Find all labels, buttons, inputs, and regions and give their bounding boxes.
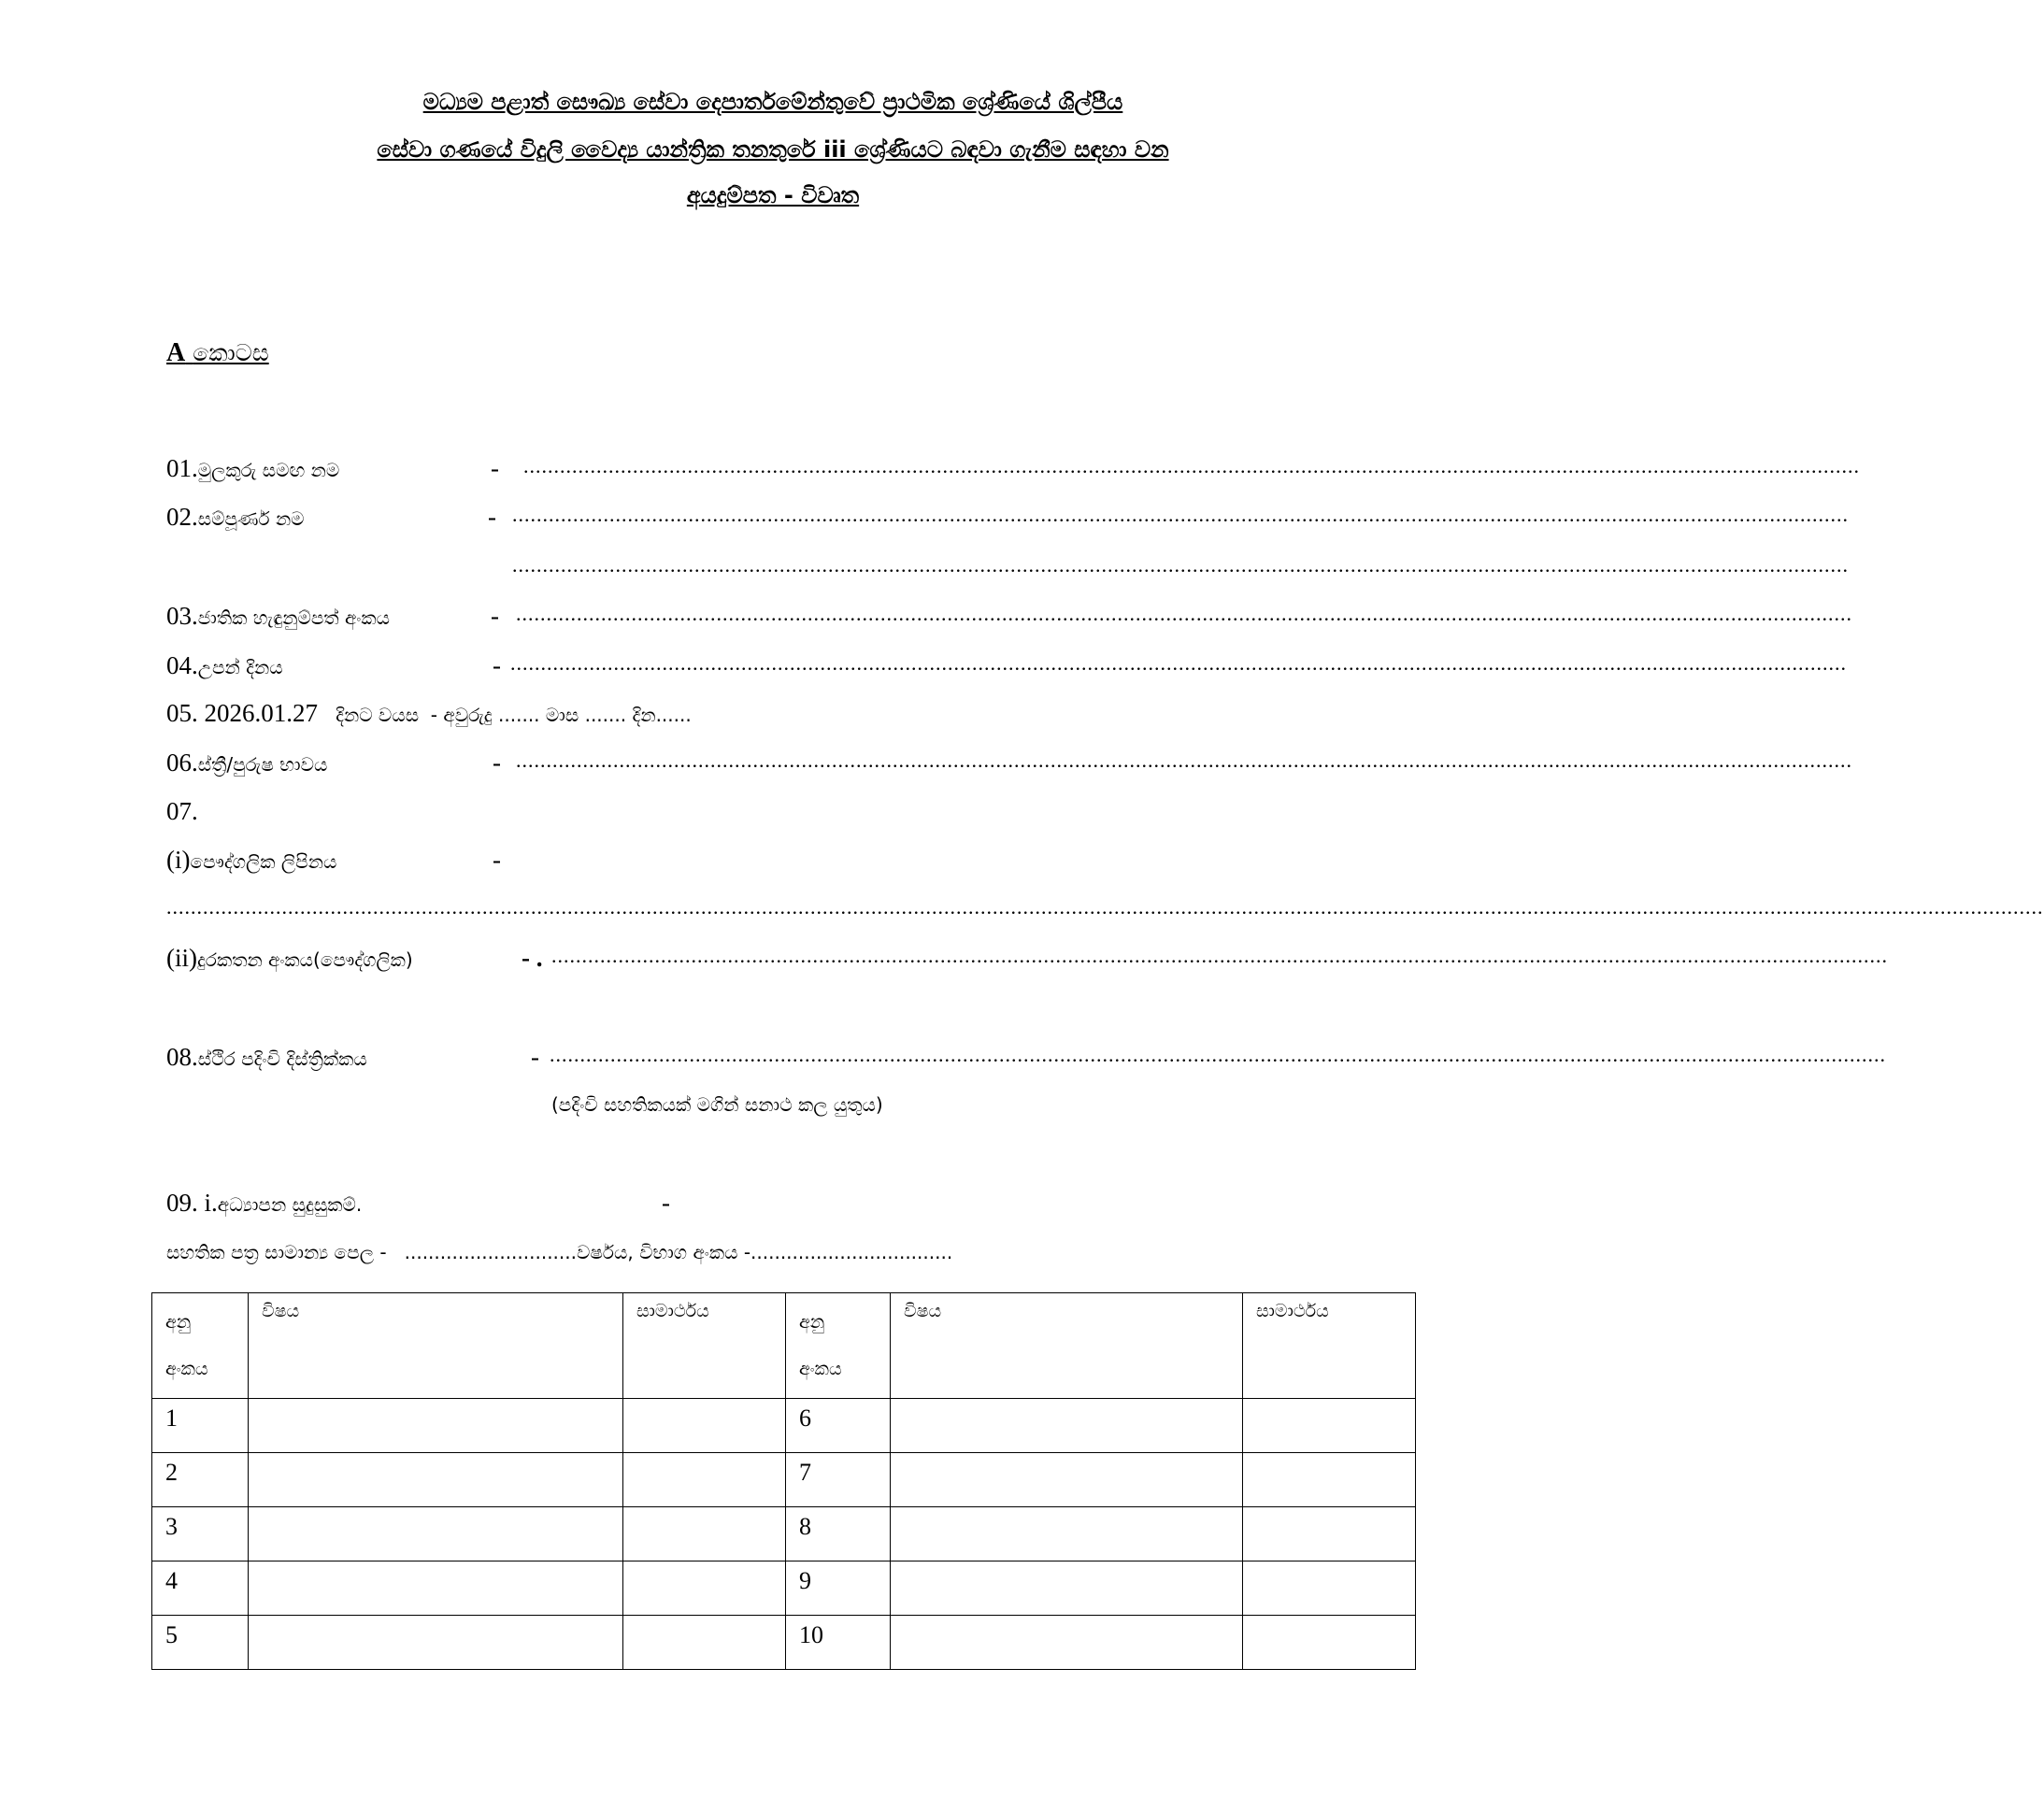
- grade-cell[interactable]: [623, 1616, 786, 1670]
- subject-cell[interactable]: [891, 1561, 1243, 1616]
- field-age: [0, 699, 1546, 736]
- fill-line[interactable]: .....................................................................................................................................................................................................................................................................................................................: [166, 895, 2044, 919]
- field-dash: -: [493, 749, 501, 777]
- grade-cell[interactable]: [623, 1507, 786, 1561]
- section-label: කොටස: [193, 339, 269, 366]
- field-label: 03.ජාතික හැඳුනුම්පත් අංකය: [166, 602, 391, 630]
- field-personal-address: [0, 846, 1546, 883]
- fill-line[interactable]: ............................................................................................................................................................................................................................: [512, 553, 1849, 577]
- header-index: අනු අංකය: [786, 1293, 891, 1399]
- grade-cell[interactable]: [1243, 1561, 1416, 1616]
- district-note: (පදිංචි සහතිකයක් මගින් සනාථ කල යුතුය): [551, 1093, 883, 1116]
- subject-cell[interactable]: [249, 1453, 623, 1507]
- table-row: [152, 1507, 1416, 1561]
- grade-cell[interactable]: [623, 1561, 786, 1616]
- header-grade: සාමාර්ථය: [1243, 1293, 1416, 1399]
- field-dash: -: [662, 1189, 670, 1217]
- field-nic-number: [0, 602, 1852, 639]
- row-index: 4: [152, 1561, 249, 1616]
- field-label: 02.සම්පූර්ණ නම: [166, 503, 305, 531]
- results-table: [151, 1292, 1416, 1670]
- subject-cell[interactable]: [891, 1399, 1243, 1453]
- fill-line[interactable]: ............................................................................................................................................................................................................................: [550, 1043, 1886, 1066]
- row-index: 5: [152, 1616, 249, 1670]
- subject-cell[interactable]: [249, 1561, 623, 1616]
- field-dash: -: [531, 1043, 539, 1071]
- field-date-of-birth: [0, 651, 1847, 689]
- fill-line[interactable]: ............................................................................................................................................................................................................................: [510, 651, 1847, 675]
- section-letter: A: [166, 338, 186, 367]
- field-personal-phone: [0, 944, 1888, 981]
- form-title-line-1: මධ්‍යම පළාත් සෞඛ්‍ය සේවා දෙපාර්තමේන්තුවේ ප්‍රාථමික ශ්‍රේණියේ ශිල්පීය: [422, 89, 1123, 115]
- row-index: 6: [786, 1399, 891, 1453]
- subject-cell[interactable]: [249, 1616, 623, 1670]
- subject-cell[interactable]: [891, 1507, 1243, 1561]
- table-row: [152, 1616, 1416, 1670]
- table-row: [152, 1561, 1416, 1616]
- field-dash: -: [488, 503, 496, 531]
- field-label: (ii)දුරකතන අංකය(පෞද්ගලික): [166, 944, 413, 972]
- table-row: [152, 1453, 1416, 1507]
- subject-cell[interactable]: [891, 1616, 1243, 1670]
- fill-line[interactable]: ............................................................................................................................................................................................................................: [516, 602, 1852, 625]
- grade-cell[interactable]: [1243, 1453, 1416, 1507]
- field-07-heading: [0, 797, 1546, 834]
- row-index: 2: [152, 1453, 249, 1507]
- field-personal-address-line: [0, 895, 2044, 933]
- field-permanent-district: [0, 1043, 1886, 1080]
- header-subject: විෂය: [249, 1293, 623, 1399]
- field-full-name-line-2: [0, 553, 1849, 591]
- grade-cell[interactable]: [1243, 1616, 1416, 1670]
- row-index: 1: [152, 1399, 249, 1453]
- field-label: 08.ස්ථිර පදිංචි දිස්ත්‍රික්කය: [166, 1043, 367, 1071]
- header-index: අනු අංකය: [152, 1293, 249, 1399]
- field-label: (i)පෞද්ගලික ලිපිනය: [166, 846, 337, 874]
- row-index: 10: [786, 1616, 891, 1670]
- field-label: 07.: [166, 797, 198, 825]
- subject-cell[interactable]: [249, 1399, 623, 1453]
- field-education: [0, 1189, 1546, 1226]
- field-gender: [0, 749, 1852, 786]
- grade-cell[interactable]: [1243, 1399, 1416, 1453]
- field-label: 01.මුලකුරු සමඟ නම: [166, 454, 340, 482]
- cert-year-and-index[interactable]: .............................වර්ෂය, විභාග අංකය -..................................: [404, 1241, 953, 1263]
- table-row: [152, 1399, 1416, 1453]
- grade-cell[interactable]: [623, 1453, 786, 1507]
- grade-cell[interactable]: [623, 1399, 786, 1453]
- fill-line[interactable]: ............................................................................................................................................................................................................................: [516, 749, 1852, 772]
- row-index: 7: [786, 1453, 891, 1507]
- field-dash: -: [491, 602, 499, 630]
- row-index: 8: [786, 1507, 891, 1561]
- form-title-line-3: අයදුම්පත - විවෘත: [686, 182, 860, 208]
- grade-cell[interactable]: [1243, 1507, 1416, 1561]
- field-dash: -: [493, 846, 501, 874]
- field-dash: -: [491, 454, 499, 482]
- header-grade: සාමාර්ථය: [623, 1293, 786, 1399]
- field-label: සහතික පත්‍ර සාමාන්‍ය පෙල - .............................වර්ෂය, විභාග අංකය -..................................: [166, 1241, 953, 1263]
- fill-line[interactable]: ............................................................................................................................................................................................................................: [523, 454, 1860, 478]
- row-index: 3: [152, 1507, 249, 1561]
- field-label: 06.ස්ත්‍රී/පුරුෂ භාවය: [166, 749, 328, 777]
- fill-line[interactable]: ............................................................................................................................................................................................................................: [512, 503, 1849, 526]
- field-label: 04.උපන් දිනය: [166, 651, 283, 679]
- field-label: 09. i.අධ්‍යාපන සුදුසුකම්.: [166, 1189, 363, 1217]
- subject-cell[interactable]: [249, 1507, 623, 1561]
- field-full-name: [0, 503, 1849, 540]
- subject-cell[interactable]: [891, 1453, 1243, 1507]
- field-dash: - .: [522, 944, 543, 972]
- section-a-heading: [166, 338, 269, 368]
- form-title-line-2: සේවා ගණයේ විදුලි වෛද්‍ය යාන්ත්‍රික තනතුරේ iii ශ්‍රේණියට බඳවා ගැනීම සඳහා වන: [377, 136, 1169, 163]
- row-index: 9: [786, 1561, 891, 1616]
- field-initials-name: [0, 454, 1860, 492]
- field-ol-certificate: [0, 1241, 1546, 1278]
- table-header-row: [152, 1293, 1416, 1399]
- fill-line[interactable]: ............................................................................................................................................................................................................................: [551, 944, 1888, 967]
- field-dash: -: [493, 651, 501, 679]
- header-subject: විෂය: [891, 1293, 1243, 1399]
- field-label: 05. 2026.01.27 දිනට වයස - අවුරුදු ....... මාස ....... දින......: [166, 699, 692, 727]
